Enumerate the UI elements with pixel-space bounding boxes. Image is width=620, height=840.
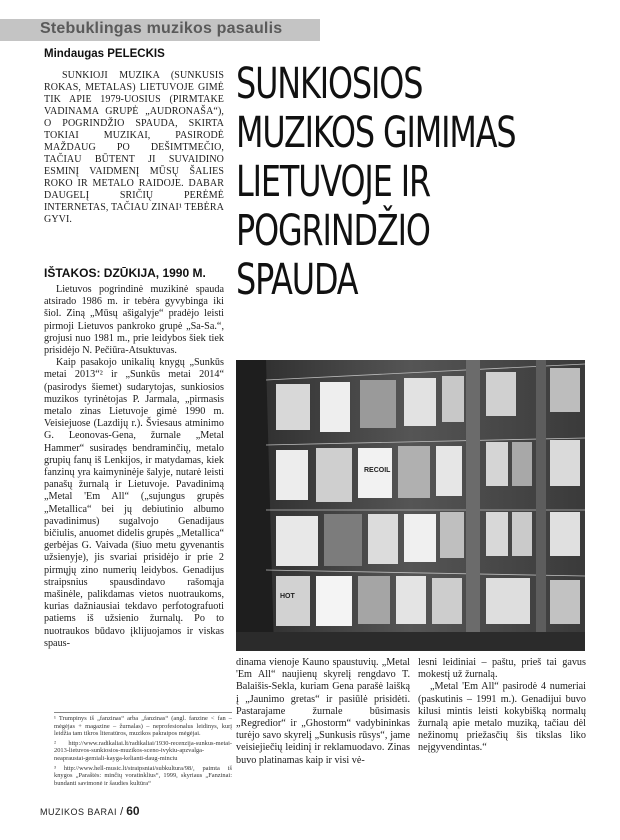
column-2: [236, 657, 410, 767]
title-line: LIETUVOJE IR: [236, 157, 430, 207]
section-band: [0, 19, 320, 41]
photo-illustration: [236, 360, 585, 651]
exhibition-photo: [236, 360, 585, 651]
footer-separator: /: [120, 806, 124, 818]
page-number: 60: [126, 804, 140, 818]
poster-recoil-text: RECOIL: [364, 467, 391, 474]
footnote-3: ³ http://www.hell-music.lt/straipsniai/subkultura/98/, paimta iš knygos „Paraštės: minčių voratinklius“, 1999, skyriaus „Fanzinai: bundanti savimonė ir šaudies kultūra“: [54, 764, 232, 787]
article-title: [236, 59, 516, 305]
title-line: SPAUDA: [236, 255, 358, 305]
section-label: Stebuklingas muzikos pasaulis: [40, 20, 283, 37]
page-footer: [40, 804, 140, 818]
footnote-2: ² http://www.radikaliai.lt/radikaliai/1930-recenzija-sunkus-metai-2013-lietuvos-sunkiosios-muzikos-sceno-ivykiu-apzvalga-neapraustai-gemiali-kayga-kelianti-daug-minciu: [54, 739, 232, 762]
paragraph: Kaip pasakojo unikalių knygų „Sunkūs metai 2013“² ir „Sunkūs metai 2014“ (pasirodys šiemet) sudarytojas, sunkiosios muzikos tyrinėtojas P. Jarmala, „pirmasis metalo zinas Lietuvoje gimė 1990 m. Veisiejuose (Lazdijų r.). Šviesaus atminimo G. Leonovas-Gena, žurnale „Metal Hammer“ susiradęs bendraminčių, metalo grupių fanų iš Lenkijos, ir matydamas, kiek fanzinų yra kaimyninėje šalyje, nutarė leisti panašų žurnalą ir Lietuvoje. Pavadinimą „Metal 'Em All“ („sujungus grupės „Metallica“ bei jų debiutinio albumo pavadinimus) sugalvojo Genadijaus bičiulis, anuomet didelis grupės „Metallica“ gerbėjas G. Vaivada (šiuo metu gyvenantis užsienyje), jis svariai prisidėjo ir prie 2 pirmųjų zino numerių leidybos. Genadijus straipsnius spausdindavo rašomąja mašinėle, palikdamas vietos nuotraukoms, kurias dažniausiai tekdavo perfotografuoti patiems iš užsienio žurnalų. Po to nuotraukos būdavo įklijuojamos ir viskas spaus-: [44, 357, 224, 649]
paragraph: Lietuvos pogrindinė muzikinė spauda atsirado 1986 m. ir tebėra gyvybinga iki šiol. Ziną „Mūsų ašigalyje“ pradėjo leisti pirmoji Lietuvos pankroko grupė „Sa-Sa.“, grojusi nuo 1981 m., prie leidybos šiek tiek prisidėjo N. Pečiūra-Atsuktuvas.: [44, 284, 224, 357]
lead-paragraph: [44, 70, 224, 226]
paragraph: lesni leidiniai – paštu, prieš tai gavus mokestį už žurnalą.: [418, 657, 586, 681]
column-1: [44, 284, 224, 650]
column-3: [418, 657, 586, 755]
section-subheading: IŠTAKOS: DZŪKIJA, 1990 M.: [44, 266, 206, 280]
title-line: SUNKIOSIOS: [236, 59, 423, 109]
title-line: MUZIKOS GIMIMAS: [236, 108, 516, 158]
lead-text: SUNKIOJI MUZIKA (SUNKUSIS ROKAS, METALAS) LIETUVOJE GIMĖ TIK APIE 1979-UOSIUS (PIRMTAKE VADINAMA GRUPĖ „AUDRONAŠA“), O POGRINDŽIO SPAUDA, SKIRTA TOKIAI MUZIKAI, PASIRODĖ MAŽDAUG PO DEŠIMTMEČIO, TAČIAU BŪTENT JI SUVAIDINO ESMINĮ VAIDMENĮ MŪSŲ ŠALIES ROKO IR METALO RAIDOJE. DABAR DAUGELĮ SRIČIŲ PERĖMĖ INTERNETAS, TAČIAU ZINAI¹ TEBĖRA GYVI.: [44, 70, 224, 225]
poster-hot-text: HOT: [280, 593, 295, 600]
footnote-1: ¹ Trumpinys iš „fanzinas“ arba „fanzinas“ (angl. fanzine < fan – mėgėjas + magazine – žurnalas) – neprofesionalus leidinys, kurį leidžia tam tikros literatūros, muzikos pakraipos mėgėjai.: [54, 715, 232, 738]
author-name: Mindaugas PELECKIS: [44, 48, 165, 60]
magazine-name: MUZIKOS BARAI: [40, 807, 118, 817]
title-line: POGRINDŽIO: [236, 206, 430, 256]
paragraph: dinama vienoje Kauno spaustuvių. „Metal 'Em All“ naujienų skyrelį rengdavo T. Balaišis-Sekla, kuriam Gena parašė laišką į „Jaunimo gretas“ ir pasiūlė prisidėti. Pastarajame žurnale būsimasis „Regredior“ ir „Ghostorm“ vadybininkas turėjo savo skyrelį „Sunkusis rūsys“, jame veisiejiečių leidinį ir reklamuodavo. Zinas buvo platinamas kaip ir visi vė-: [236, 657, 410, 766]
footnotes: [54, 712, 232, 789]
paragraph: „Metal 'Em All“ pasirodė 4 numeriai (paskutinis – 1991 m.). Genadijui buvo kilusi mintis leisti kokybišką normalų žurnalą apie metalo muziką, tačiau dėl nežinomų priežasčių šis tikslas liko neįgyvendintas.“: [418, 681, 586, 754]
